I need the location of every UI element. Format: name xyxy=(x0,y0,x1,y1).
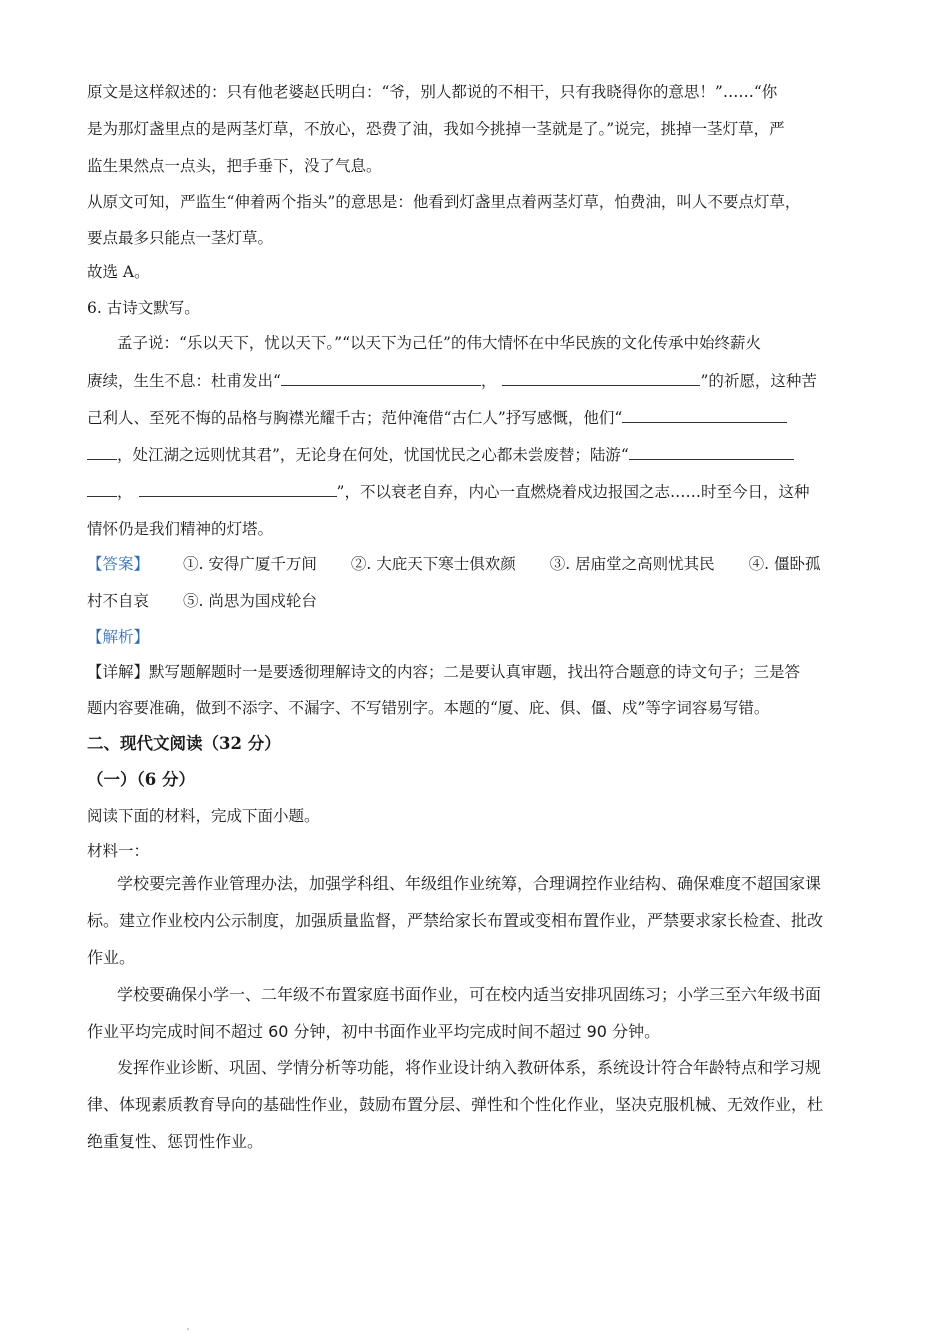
fill-blank-5[interactable] xyxy=(139,481,337,497)
material-paragraph-line: 作业平均完成时间不超过 60 分钟，初中书面作业平均完成时间不超过 90 分钟。 xyxy=(87,1022,661,1041)
answer-item-4-cont: 村不自哀 xyxy=(87,592,150,610)
material-paragraph-line: 作业。 xyxy=(87,948,136,967)
text-segment: ， xyxy=(117,483,133,501)
analysis-line: 要点最多只能点一茎灯草。 xyxy=(87,229,274,247)
question-paragraph-line: 孟子说：“乐以天下，忧以天下。”“以天下为己任”的伟大情怀在中华民族的文化传承中始终薪火 xyxy=(117,334,761,352)
material-paragraph-line: 发挥作业诊断、巩固、学情分析等功能，将作业设计纳入教研体系，系统设计符合年龄特点和学习规 xyxy=(117,1058,822,1077)
subsection-heading: （一）（6 分） xyxy=(87,770,195,789)
fill-blank-3-part-2[interactable] xyxy=(87,444,117,460)
section-heading: 二、现代文阅读（32 分） xyxy=(87,734,281,753)
fill-blank-4-part-1[interactable] xyxy=(629,444,794,460)
answer-item-1: ①. 安得广厦千万间 xyxy=(183,555,317,573)
text-segment: ， xyxy=(480,372,497,390)
text-segment: ”的祈愿，这种苦 xyxy=(700,372,817,390)
instruction-text: 阅读下面的材料，完成下面小题。 xyxy=(87,807,320,825)
fill-blank-1[interactable] xyxy=(281,370,481,386)
analysis-line: 原文是这样叙述的：只有他老婆赵氏明白：“爷，别人都说的不相干，只有我晓得你的意思！”……“你 xyxy=(87,83,778,101)
question-paragraph-line: 情怀仍是我们精神的灯塔。 xyxy=(87,520,274,538)
analysis-line: 监生果然点一点头，把手垂下，没了气息。 xyxy=(87,157,382,175)
answer-item-4: ④. 僵卧孤 xyxy=(748,555,821,573)
analysis-tag: 【解析】 xyxy=(87,628,150,646)
material-paragraph-line: 律、体现素质教育导向的基础性作业，鼓励布置分层、弹性和个性化作业，坚决克服机械、无效作业，杜 xyxy=(87,1095,824,1114)
text-segment: ”，不以衰老自弃，内心一直燃烧着戍边报国之志……时至今日，这种 xyxy=(336,483,810,501)
question-paragraph-line xyxy=(87,481,809,502)
material-label: 材料一： xyxy=(87,842,150,860)
answer-line xyxy=(87,591,317,611)
text-segment: 己利人、至死不悔的品格与胸襟光耀千古；范仲淹借“古仁人”抒写感慨，他们“ xyxy=(87,409,623,427)
text-segment: ，处江湖之远则忧其君”，无论身在何处，忧国忧民之心都未尝废替；陆游“ xyxy=(117,446,629,464)
fill-blank-3-part-1[interactable] xyxy=(622,407,787,423)
fill-blank-2[interactable] xyxy=(502,370,700,386)
answer-item-3: ③. 居庙堂之高则忧其民 xyxy=(549,555,715,573)
analysis-line: 是为那灯盏里点的是两茎灯草，不放心，恐费了油，我如今挑掉一茎就是了。”说完，挑掉一茎灯草，严 xyxy=(87,120,785,138)
analysis-detail-line: 【详解】默写题解题时一是要透彻理解诗文的内容；二是要认真审题，找出符合题意的诗文句子；三是答 xyxy=(87,663,801,681)
text-segment: 赓续，生生不息：杜甫发出“ xyxy=(87,372,281,390)
question-paragraph-line xyxy=(87,370,817,391)
answer-line xyxy=(87,554,820,574)
question-paragraph-line xyxy=(87,407,787,428)
question-paragraph-line xyxy=(87,444,794,465)
question-6-title: 6. 古诗文默写。 xyxy=(87,299,200,317)
answer-item-5: ⑤. 尚思为国戍轮台 xyxy=(183,592,317,610)
material-paragraph-line: 学校要确保小学一、二年级不布置家庭书面作业，可在校内适当安排巩固练习；小学三至六年级书面 xyxy=(117,985,822,1004)
answer-item-2: ②. 大庇天下寒士俱欢颜 xyxy=(350,555,516,573)
answer-choice-line: 故选 A。 xyxy=(87,263,150,281)
material-paragraph-line: 学校要完善作业管理办法，加强学科组、年级组作业统筹，合理调控作业结构、确保难度不超国家课 xyxy=(117,874,822,893)
material-paragraph-line: 标。建立作业校内公示制度，加强质量监督，严禁给家长布置或变相布置作业，严禁要求家长检查、批改 xyxy=(87,911,824,930)
analysis-line: 从原文可知，严监生“伸着两个指头”的意思是：他看到灯盏里点着两茎灯草，怕费油，叫人不要点灯草， xyxy=(87,193,801,211)
analysis-detail-line: 题内容要准确，做到不添字、不漏字、不写错别字。本题的“厦、庇、俱、僵、戍”等字词容易写错。 xyxy=(87,699,770,717)
fill-blank-4-part-2[interactable] xyxy=(87,481,117,497)
page-mark xyxy=(187,1328,189,1330)
answer-tag: 【答案】 xyxy=(87,555,150,573)
material-paragraph-line: 绝重复性、惩罚性作业。 xyxy=(87,1132,264,1151)
